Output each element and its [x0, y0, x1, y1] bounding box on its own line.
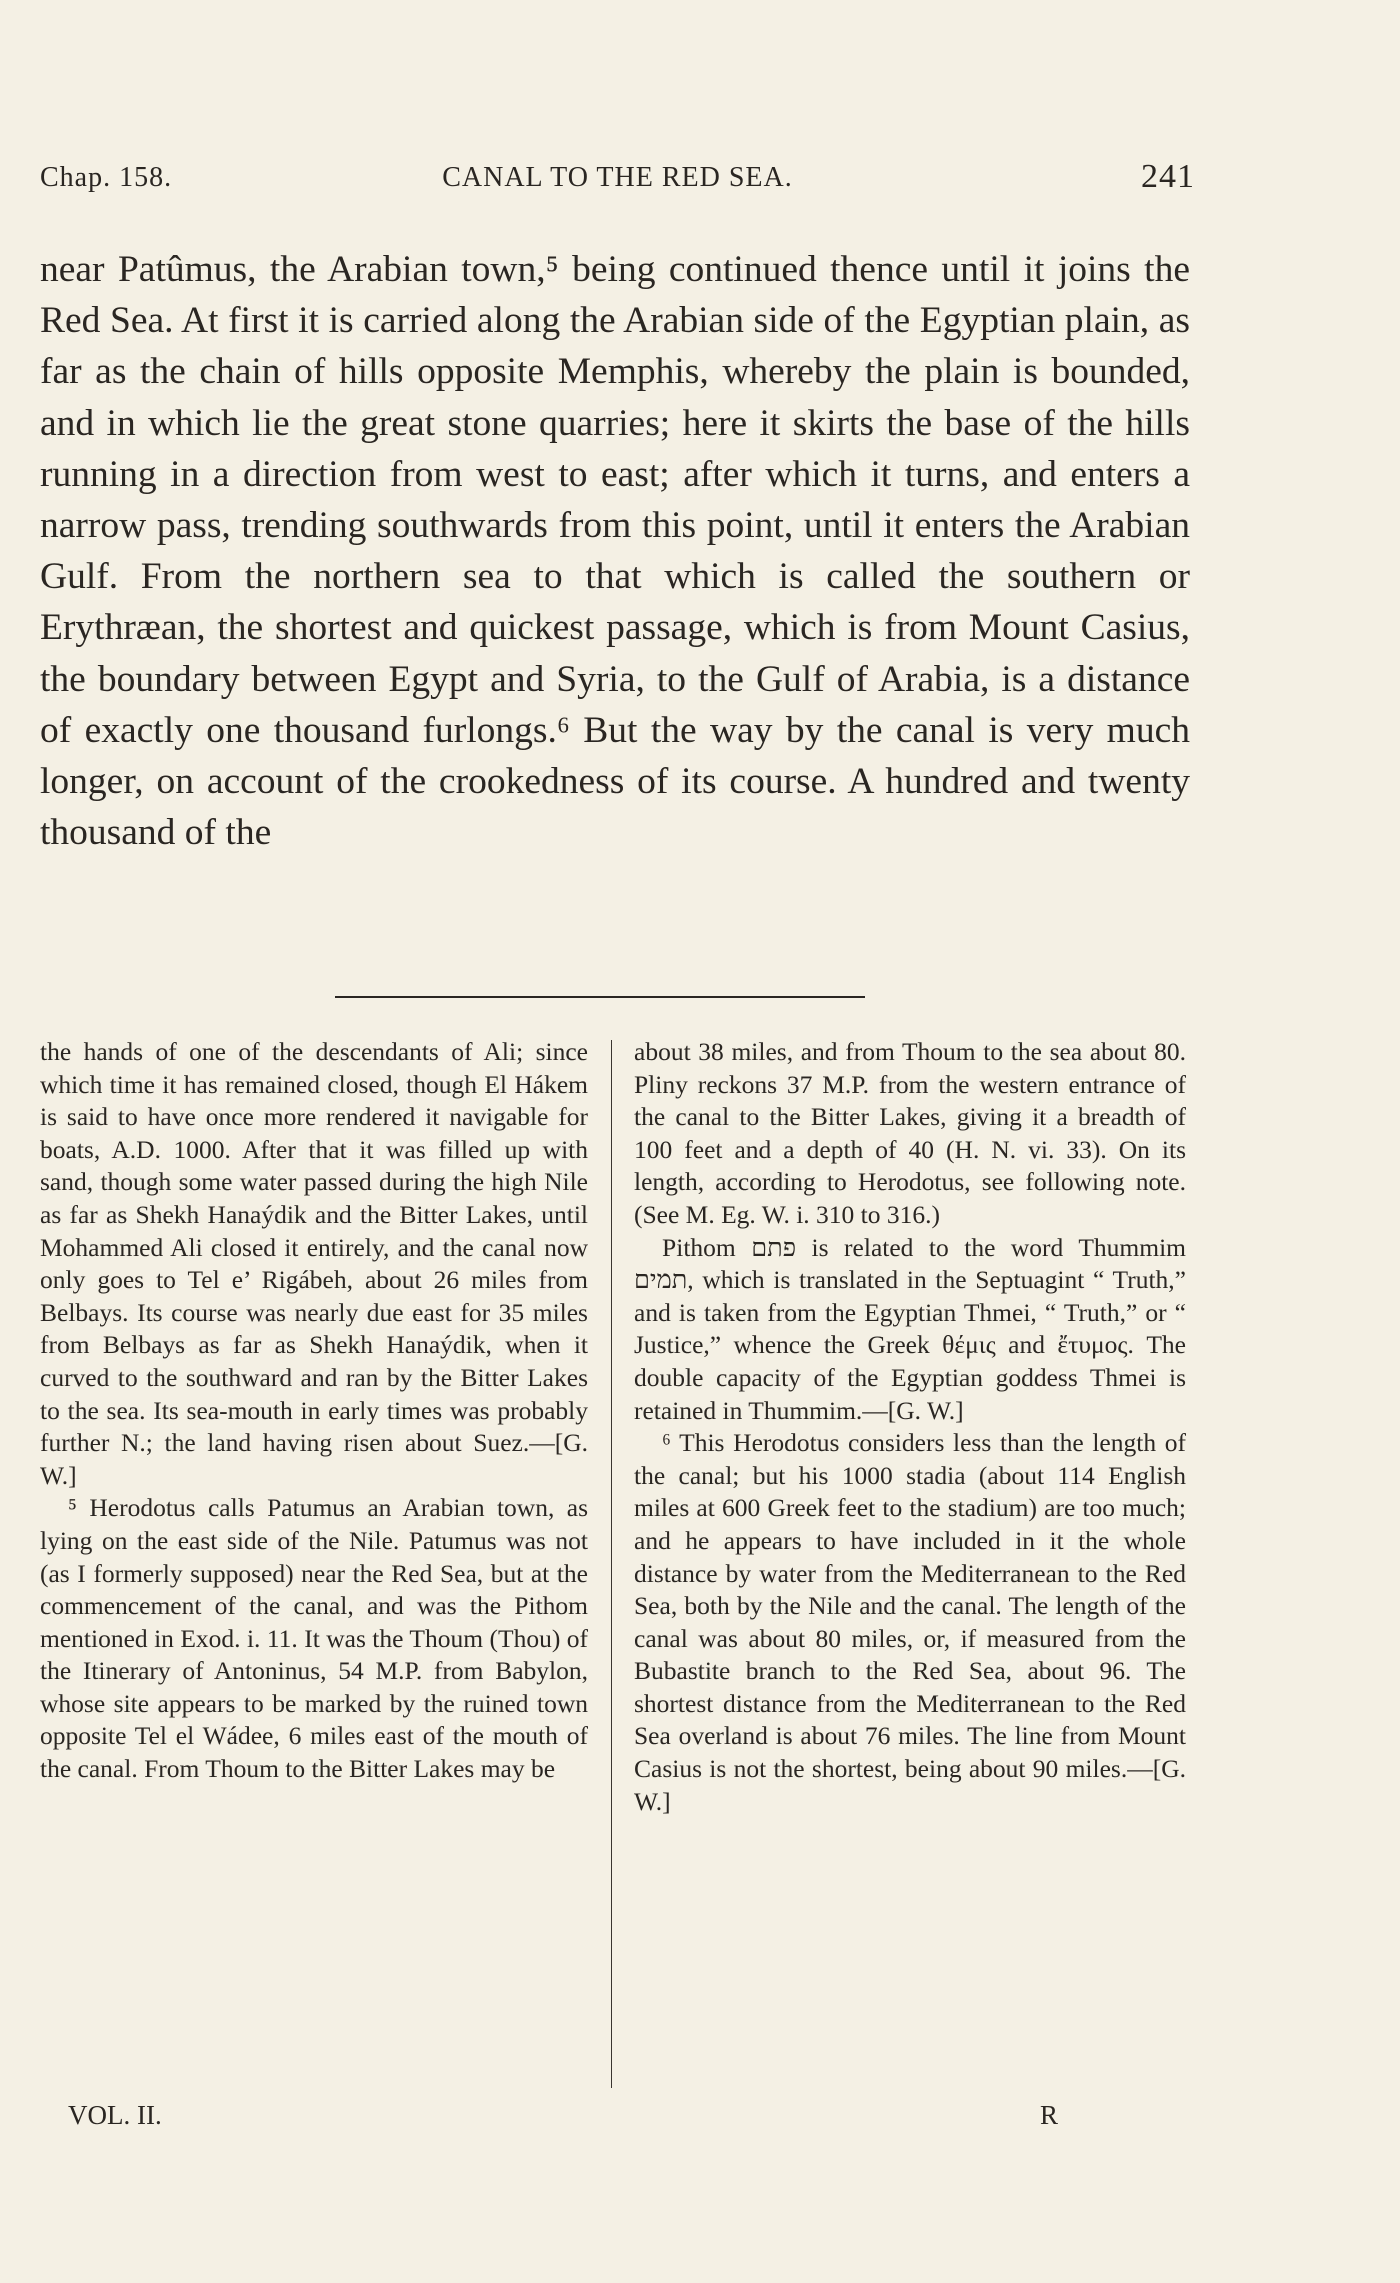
note-paragraph-pithom: Pithom פתם is related to the word Thummim תמים, which is translated in the Septuagint “ Truth,” and is taken from the Egyptian Thmei, “ Truth,” or “ Justice,” whence the Greek θέμις and ἔτυμος. The double capacity of the Egyptian goddess Thmei is retained in Thummim.—[G. W.]: [634, 1232, 1186, 1425]
note-paragraph: about 38 miles, and from Thoum to the sea about 80. Pliny reckons 37 M.P. from the western entrance of the canal to the Bitter Lakes, giving it a breadth of 100 feet and a depth of 40 (H. N. vi. 33). On its length, according to Herodotus, see following note. (See M. Eg. W. i. 310 to 316.): [634, 1037, 1186, 1229]
running-header: [40, 158, 1195, 202]
notes-column-left: [40, 1036, 588, 1786]
chapter-label: Chap. 158.: [40, 162, 173, 193]
main-text-block: [40, 244, 1190, 858]
notes-column-right: [634, 1036, 1186, 1818]
footnote-divider: [335, 996, 865, 998]
footnote-6: ⁶ This Herodotus considers less than the length of the canal; but his 1000 stadia (about 114 English miles at 600 Greek feet to the stadium) are too much; and he appears to have included in it the whole distance by water from the Mediterranean to the Red Sea, both by the Nile and the canal. The length of the canal was about 80 miles, or, if measured from the Bubastite branch to the Red Sea, about 96. The shortest distance from the Mediterranean to the Red Sea overland is about 76 miles. The line from Mount Casius is not the shortest, being about 90 miles.—[G. W.]: [634, 1428, 1186, 1816]
note-paragraph: the hands of one of the descendants of Ali; since which time it has remained closed, though El Hákem is said to have once more rendered it navigable for boats, A.D. 1000. After that it was filled up with sand, though some water passed during the high Nile as far as Shekh Hanaýdik and the Bitter Lakes, until Mohammed Ali closed it entirely, and the canal now only goes to Tel e’ Rigábeh, about 26 miles from Belbays. Its course was nearly due east for 35 miles from Belbays as far as Shekh Hanaýdik, when it curved to the southward and ran by the Bitter Lakes to the sea. Its sea-mouth in early times was probably further N.; the land having risen about Suez.—[G. W.]: [40, 1037, 588, 1490]
running-title: CANAL TO THE RED SEA.: [442, 162, 793, 193]
column-divider: [611, 1040, 612, 2088]
volume-label: VOL. II.: [68, 2100, 162, 2130]
footnote-5: ⁵ Herodotus calls Patumus an Arabian town, as lying on the east side of the Nile. Patumus was not (as I formerly supposed) near the Red Sea, but at the commencement of the canal, and was the Pithom mentioned in Exod. i. 11. It was the Thoum (Thou) of the Itinerary of Antoninus, 54 M.P. from Babylon, whose site appears to be marked by the ruined town opposite Tel el Wádee, 6 miles east of the mouth of the canal. From Thoum to the Bitter Lakes may be: [40, 1493, 588, 1784]
signature-mark: R: [1040, 2100, 1059, 2130]
page-number: 241: [1141, 158, 1195, 195]
main-paragraph: near Patûmus, the Arabian town,⁵ being continued thence until it joins the Red Sea. At first it is carried along the Arabian side of the Egyptian plain, as far as the chain of hills opposite Memphis, whereby the plain is bounded, and in which lie the great stone quarries; here it skirts the base of the hills running in a direction from west to east; after which it turns, and enters a narrow pass, trending southwards from this point, until it enters the Arabian Gulf. From the northern sea to that which is called the southern or Erythræan, the shortest and quickest passage, which is from Mount Casius, the boundary between Egypt and Syria, to the Gulf of Arabia, is a distance of exactly one thousand furlongs.⁶ But the way by the canal is very much longer, on account of the crookedness of its course. A hundred and twenty thousand of the: [40, 249, 1190, 854]
